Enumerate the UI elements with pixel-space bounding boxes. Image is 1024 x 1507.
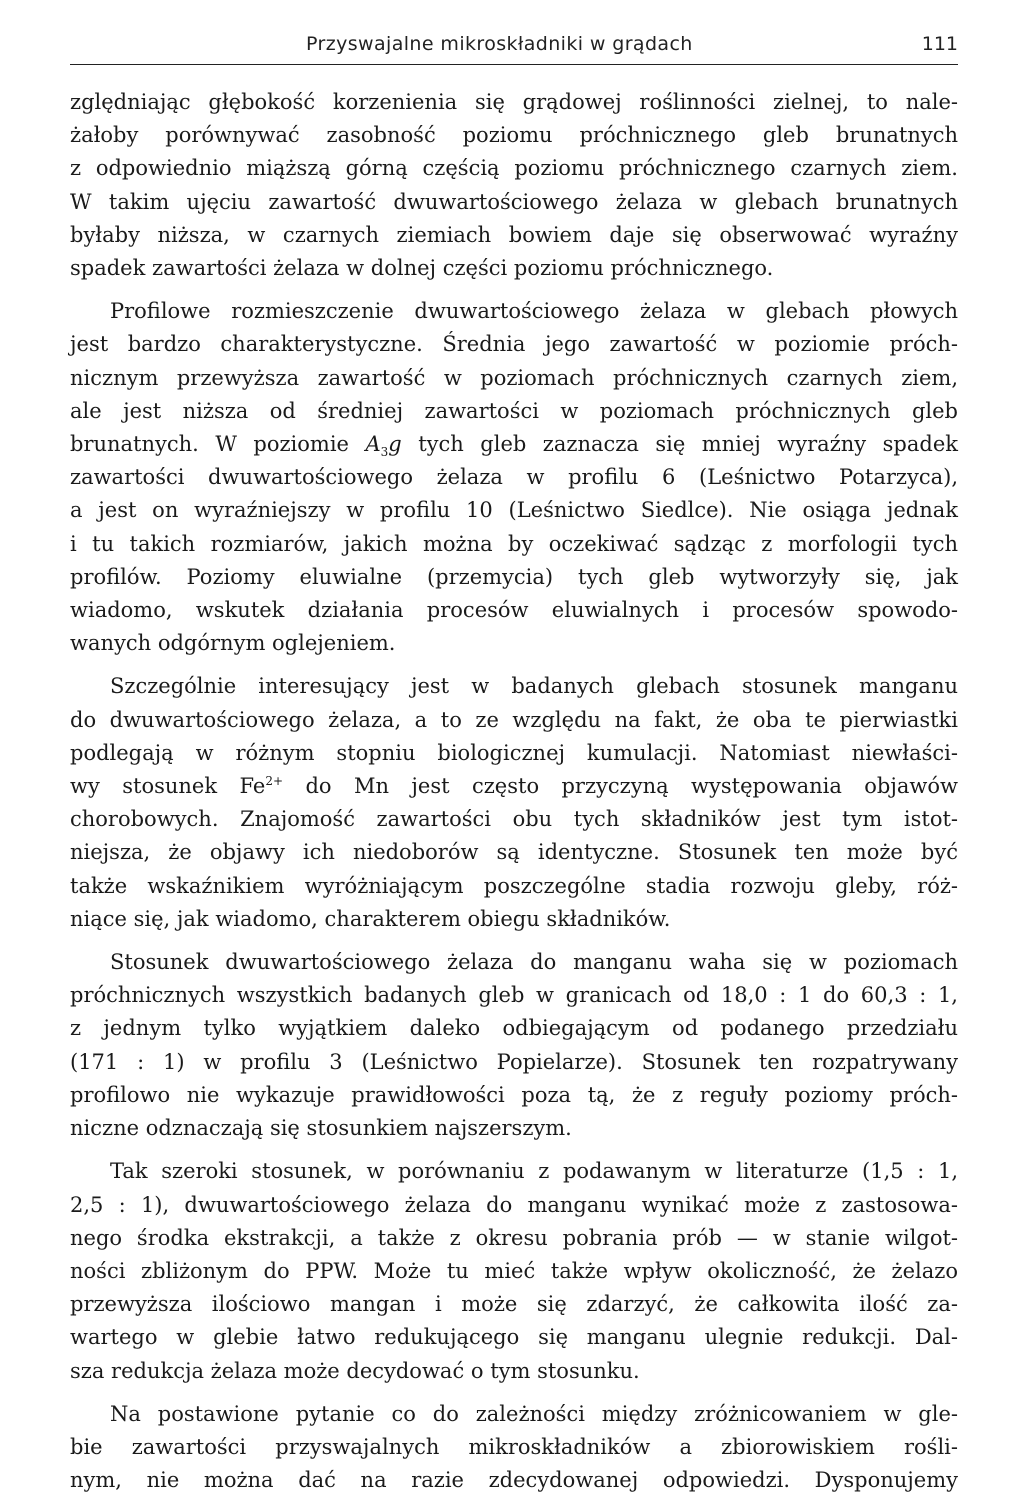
text-line: ale jest niższa od średniej zawartości w poziomach próchnicznych gleb bbox=[70, 398, 958, 423]
horizon-symbol: A bbox=[365, 432, 381, 457]
text-line: i tu takich rozmiarów, jakich można by oczekiwać sądząc z morfologii tych bbox=[70, 531, 958, 556]
text-line: spadek zawartości żelaza w dolnej części poziomu próchnicznego. bbox=[70, 256, 774, 281]
text-line: z jednym tylko wyjątkiem daleko odbiegającym od podanego przedziału bbox=[70, 1016, 958, 1041]
text-line: Na postawione pytanie co do zależności między zróżnicowaniem w gle- bbox=[110, 1401, 958, 1426]
paragraph-3 bbox=[70, 670, 958, 936]
text-line: także wskaźnikiem wyróżniającym poszczególne stadia rozwoju gleby, róż- bbox=[70, 873, 958, 898]
text-line: chorobowych. Znajomość zawartości obu tych składników jest tym istot- bbox=[70, 807, 958, 832]
text-line: Szczególnie interesujący jest w badanych glebach stosunek manganu bbox=[110, 674, 958, 699]
text-line bbox=[70, 428, 958, 461]
running-title: Przyswajalne mikroskładniki w grądach bbox=[306, 33, 693, 55]
text-line: z odpowiednio miąższą górną częścią poziomu próchnicznego czarnych ziem. bbox=[70, 156, 958, 181]
text-line: bie zawartości przyswajalnych mikroskładników a zbiorowiskiem rośli- bbox=[70, 1434, 958, 1459]
text-fragment: wy stosunek Fe bbox=[70, 774, 266, 799]
text-line: ności zbliżonym do PPW. Może tu mieć także wpływ okoliczność, że żelazo bbox=[70, 1258, 958, 1283]
text-line: wanych odgórnym oglejeniem. bbox=[70, 631, 396, 656]
text-line: profilów. Poziomy eluwialne (przemycia) tych gleb wytworzyły się, jak bbox=[70, 564, 958, 589]
text-fragment: brunatnych. W poziomie bbox=[70, 432, 366, 457]
text-line: wiadomo, wskutek działania procesów eluwialnych i procesów spowodo- bbox=[70, 598, 958, 623]
text-line: Stosunek dwuwartościowego żelaza do manganu waha się w poziomach bbox=[110, 950, 958, 975]
paragraph-6 bbox=[70, 1398, 958, 1498]
ion-charge: 2+ bbox=[265, 774, 284, 789]
text-line: (171 : 1) w profilu 3 (Leśnictwo Popielarze). Stosunek ten rozpatrywany bbox=[70, 1049, 958, 1074]
text-line: niejsza, że objawy ich niedoborów są identyczne. Stosunek ten może być bbox=[70, 840, 958, 865]
text-line: zględniając głębokość korzenienia się grądowej roślinności zielnej, to nale- bbox=[70, 90, 958, 114]
text-line: próchnicznych wszystkich badanych gleb w granicach od 18,0 : 1 do 60,3 : 1, bbox=[70, 983, 958, 1008]
text-line: a jest on wyraźniejszy w profilu 10 (Leśnictwo Siedlce). Nie osiąga jednak bbox=[70, 498, 958, 523]
text-line: niące się, jak wiadomo, charakterem obiegu składników. bbox=[70, 906, 671, 931]
text-line: przewyższa ilościowo mangan i może się zdarzyć, że całkowita ilość za- bbox=[70, 1292, 958, 1317]
page-number: 111 bbox=[921, 33, 958, 55]
text-line bbox=[70, 770, 958, 803]
text-line: byłaby niższa, w czarnych ziemiach bowiem daje się obserwować wyraźny bbox=[70, 222, 958, 247]
text-line: nym, nie można dać na razie zdecydowanej odpowiedzi. Dysponujemy bbox=[70, 1468, 958, 1493]
text-line: 2,5 : 1), dwuwartościowego żelaza do manganu wynikać może z zastosowa- bbox=[70, 1192, 958, 1217]
text-line: Tak szeroki stosunek, w porównaniu z podawanym w literaturze (1,5 : 1, bbox=[110, 1159, 958, 1184]
paragraph-1 bbox=[70, 86, 958, 285]
text-fragment: do Mn jest często przyczyną występowania objawów bbox=[283, 774, 958, 799]
paragraph-5 bbox=[70, 1155, 958, 1387]
text-line: żałoby porównywać zasobność poziomu próchnicznego gleb brunatnych bbox=[70, 123, 958, 148]
text-line: sza redukcja żelaza może decydować o tym stosunku. bbox=[70, 1358, 640, 1383]
paragraph-2 bbox=[70, 295, 958, 660]
horizon-suffix: g bbox=[388, 432, 402, 457]
text-line: profilowo nie wykazuje prawidłowości poza tą, że z reguły poziomy próch- bbox=[70, 1082, 958, 1107]
text-fragment: tych gleb zaznacza się mniej wyraźny spadek bbox=[401, 432, 958, 457]
body-text bbox=[70, 86, 958, 1507]
text-line: niczne odznaczają się stosunkiem najszerszym. bbox=[70, 1116, 572, 1141]
text-line: zawartości dwuwartościowego żelaza w profilu 6 (Leśnictwo Potarzyca), bbox=[70, 465, 958, 490]
text-line: jest bardzo charakterystyczne. Średnia jego zawartość w poziomie próch- bbox=[70, 332, 958, 357]
paragraph-4 bbox=[70, 946, 958, 1145]
text-line: wartego w glebie łatwo redukującego się manganu ulegnie redukcji. Dal- bbox=[70, 1325, 958, 1350]
text-line: nego środka ekstrakcji, a także z okresu pobrania prób — w stanie wilgot- bbox=[70, 1225, 958, 1250]
text-line: W takim ujęciu zawartość dwuwartościowego żelaza w glebach brunatnych bbox=[70, 189, 958, 214]
text-line: do dwuwartościowego żelaza, a to ze względu na fakt, że oba te pierwiastki bbox=[70, 707, 958, 732]
horizon-subscript: 3 bbox=[380, 445, 389, 460]
text-line: nicznym przewyższa zawartość w poziomach próchnicznych czarnych ziem, bbox=[70, 365, 958, 390]
text-line: podlegają w różnym stopniu biologicznej kumulacji. Natomiast niewłaści- bbox=[70, 740, 958, 765]
running-header bbox=[70, 28, 958, 65]
text-line: Profilowe rozmieszczenie dwuwartościowego żelaza w glebach płowych bbox=[110, 299, 958, 324]
